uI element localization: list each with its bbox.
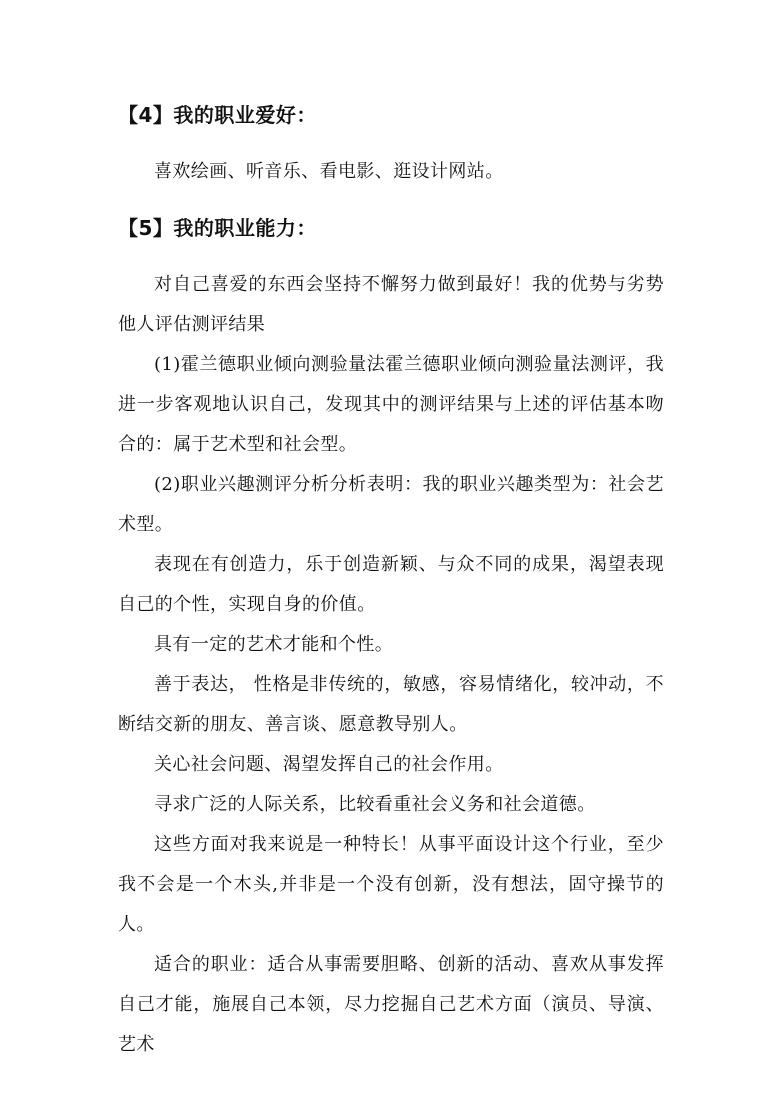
ability-paragraph-6: 善于表达， 性格是非传统的，敏感，容易情绪化，较冲动，不断结交新的朋友、善言谈、愿意教导别人。 [118,674,664,735]
section-5-body [118,265,664,1065]
ability-paragraph-3: (2)职业兴趣测评分析分析表明：我的职业兴趣类型为：社会艺术型。 [118,474,664,535]
section-5-heading: 【5】我的职业能力： [118,216,317,240]
section-4-heading: 【4】我的职业爱好： [118,103,317,127]
ability-paragraph-10: 适合的职业：适合从事需要胆略、创新的活动、喜欢从事发挥自己才能，施展自己本领，尽力挖掘自己艺术方面（演员、导演、艺术 [118,954,664,1055]
ability-paragraph-1: 对自己喜爱的东西会坚持不懈努力做到最好！我的优势与劣势他人评估测评结果 [118,274,664,335]
hobby-paragraph: 喜欢绘画、听音乐、看电影、逛设计网站。 [154,161,504,182]
ability-paragraph-5: 具有一定的艺术才能和个性。 [154,634,394,655]
ability-paragraph-4: 表现在有创造力，乐于创造新颖、与众不同的成果，渴望表现自己的个性，实现自身的价值。 [118,554,664,615]
ability-paragraph-7: 关心社会问题、渴望发挥自己的社会作用。 [154,754,504,775]
ability-paragraph-8: 寻求广泛的人际关系，比较看重社会义务和社会道德。 [154,794,596,815]
ability-paragraph-2: (1)霍兰德职业倾向测验量法霍兰德职业倾向测验量法测评，我进一步客观地认识自己，发现其中的测评结果与上述的评估基本吻合的：属于艺术型和社会型。 [118,354,664,455]
section-4-body [118,152,664,192]
ability-paragraph-9: 这些方面对我来说是一种特长！从事平面设计这个行业，至少我不会是一个木头,并非是一个没有创新，没有想法，固守操节的人。 [118,834,664,935]
